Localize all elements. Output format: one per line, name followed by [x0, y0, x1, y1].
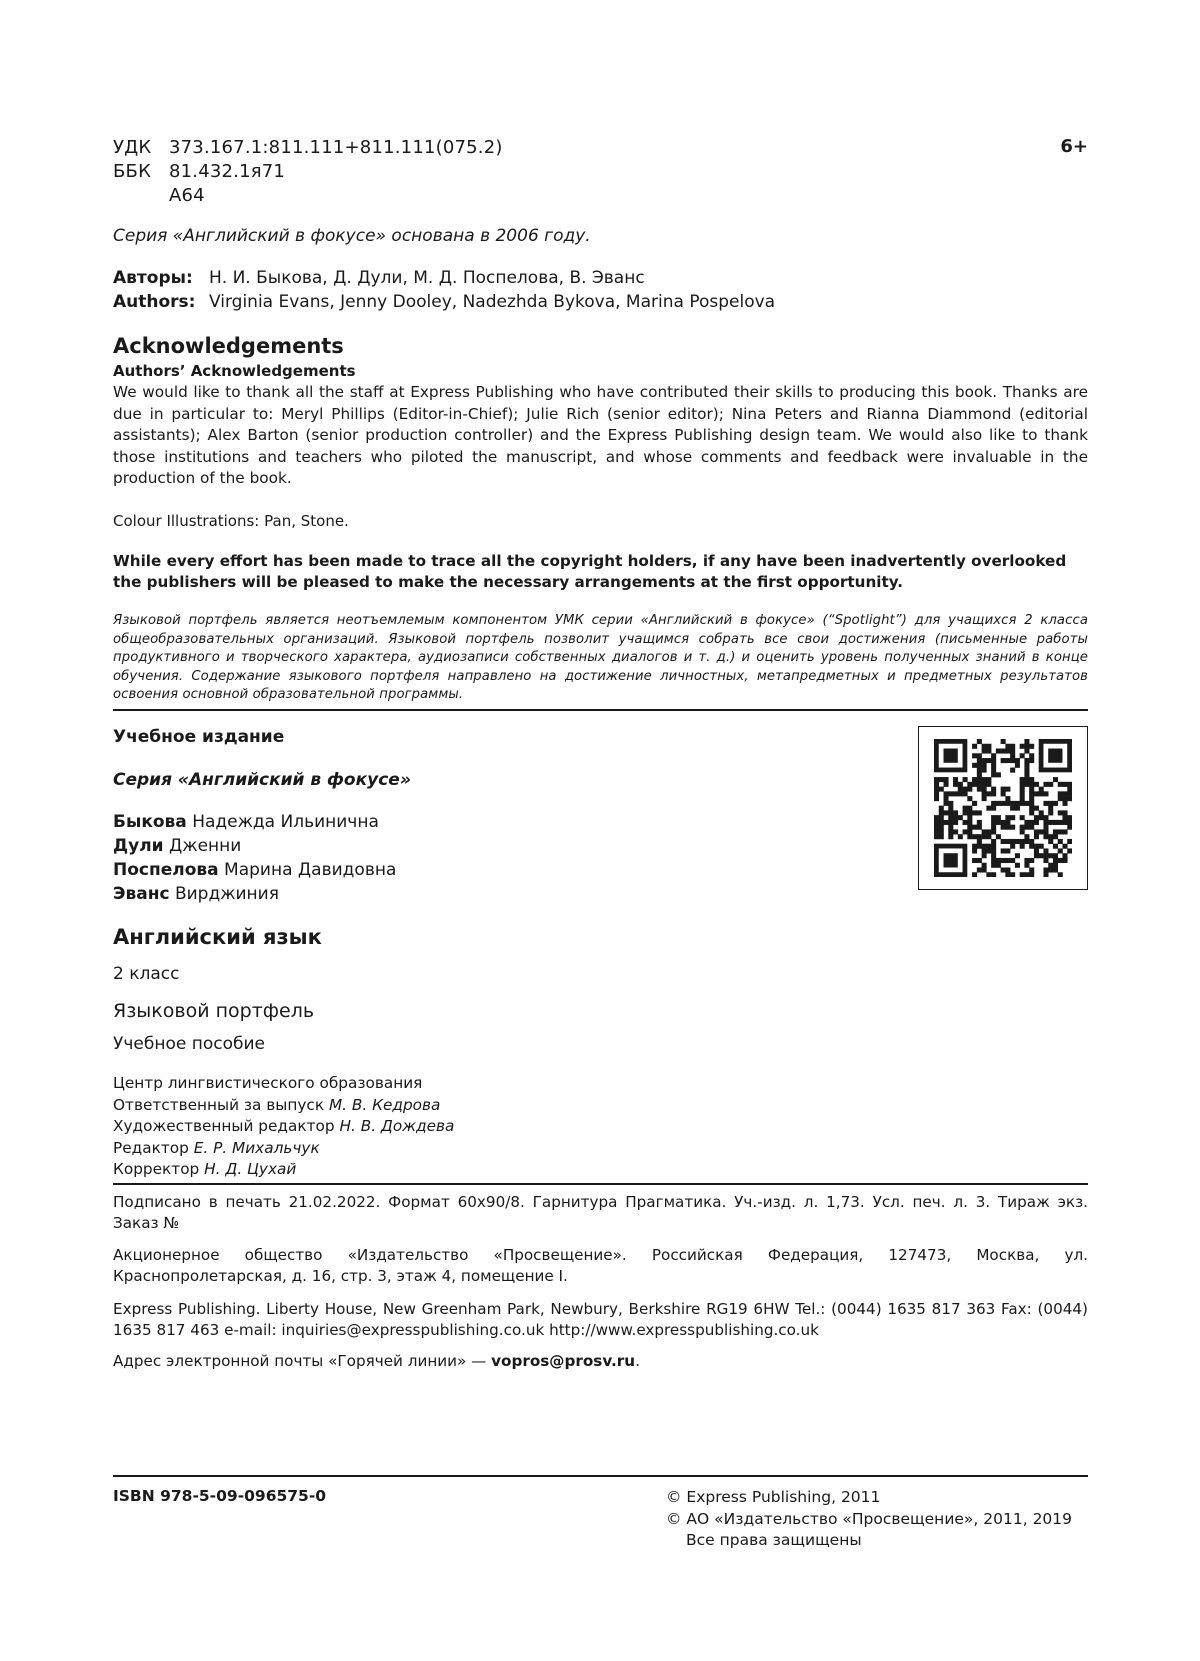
copyright-notice: While every effort has been made to trace all the copyright holders, if any have been inadvertently overlooked the publishers will be pleased to make the necessary arrangements at the first opportunity.	[113, 552, 1067, 591]
book-type: Языковой портфель	[113, 1000, 315, 1022]
copyright-line: © АО «Издательство «Просвещение», 2011, 2019	[666, 1509, 1073, 1528]
copyright-block	[666, 1487, 1072, 1552]
hotline-email: vopros@prosv.ru	[491, 1352, 636, 1370]
acknowledgements-text: We would like to thank all the staff at Express Publishing who have contributed their skills to producing this book. Thanks are due in particular to: Meryl Phillips (Editor-in-Chief); Julie Rich (senior editor); Nina Peters and Rianna Diammond (editorial assistants); Alex Barton (senior production controller) and the Express Publishing design team. We would also like to thank those institutions and teachers who piloted the manuscript, and whose comments and feedback were invaluable in the production of the book.	[113, 383, 1088, 487]
person-row: Поспелова Марина Давидовна	[113, 860, 397, 880]
authors-ru-names: Н. И. Быкова, Д. Дули, М. Д. Поспелова, В. Эванс	[209, 268, 645, 288]
udk-label: УДК	[113, 137, 152, 158]
hotline: Адрес электронной почты «Горячей линии» — vopros@prosv.ru.	[113, 1352, 640, 1370]
series-note: Серия «Английский в фокусе» основана в 2006 году.	[113, 226, 591, 246]
persons-list	[113, 810, 396, 906]
acknowledgements-subheading: Authors’ Acknowledgements	[113, 362, 356, 380]
print-info: Подписано в печать 21.02.2022. Формат 60х90/8. Гарнитура Прагматика. Уч.-изд. л. 1,73. Усл. печ. л. 3. Тираж экз. Заказ №	[113, 1193, 1088, 1233]
staff-center: Центр лингвистического образования	[113, 1074, 423, 1092]
edition-series: Серия «Английский в фокусе»	[113, 770, 411, 790]
acknowledgements-heading: Acknowledgements	[113, 334, 344, 358]
qr-code-icon	[918, 726, 1088, 890]
staff-credits: Центр лингвистического образования Ответственный за выпуск М. В. Кедрова Художественный редактор Н. В. Дождева Редактор Е. Р. Михальчук Корректор Н. Д. Цухай	[113, 1074, 455, 1178]
author-mark: А64	[169, 185, 205, 206]
divider	[113, 1183, 1088, 1185]
person-row: Быкова Надежда Ильинична	[113, 812, 379, 832]
portfolio-description: Языковой портфель является неотъемлемым компонентом УМК серии «Английский в фокусе» (“Spotlight”) для учащихся 2 класса общеобразовательных организаций. Языковой портфель позволит учащимся собрать все свои достижения (письменные работы продуктивного и творческого характера, аудиозаписи собственных диалогов и т. д.) и оценить уровень полученных знаний в конце обучения. Содержание языкового портфеля направлено на достижение личностных, метапредметных и предметных результатов освоения основной образовательной программы.	[113, 613, 1088, 702]
authors-ru-label: Авторы:	[113, 268, 193, 288]
book-title: Английский язык	[113, 925, 322, 949]
authors-en-label: Authors:	[113, 292, 196, 312]
age-rating: 6+	[1060, 136, 1088, 157]
rights-reserved: Все права защищены	[686, 1531, 862, 1549]
isbn: ISBN 978-5-09-096575-0	[113, 1487, 327, 1505]
express-address: Express Publishing. Liberty House, New Greenham Park, Newbury, Berkshire RG19 6HW Tel.: (0044) 1635 817 363 Fax: (0044) 1635 817 463 e-mail: inquiries@expresspublishing.co.uk http://www.expresspublishing.co.uk	[113, 1300, 1088, 1340]
manual-type: Учебное пособие	[113, 1034, 265, 1054]
divider	[113, 1475, 1088, 1477]
bbk-value: 81.432.1я71	[169, 161, 286, 182]
edition-type: Учебное издание	[113, 727, 285, 747]
publisher-address: Акционерное общество «Издательство «Просвещение». Российская Федерация, 127473, Москва, ул. Краснопролетарская, д. 16, стр. 3, этаж 4, помещение I.	[113, 1246, 1088, 1286]
copyright-line: © Express Publishing, 2011	[666, 1488, 881, 1506]
udk-value: 373.167.1:811.111+811.111(075.2)	[169, 137, 503, 158]
illustrations-credit: Colour Illustrations: Pan, Stone.	[113, 512, 349, 530]
grade: 2 класс	[113, 964, 180, 984]
authors-block	[113, 266, 775, 314]
divider	[113, 709, 1088, 711]
classification-codes	[113, 136, 503, 208]
person-row: Эванс Вирджиния	[113, 884, 279, 904]
authors-en-names: Virginia Evans, Jenny Dooley, Nadezhda Bykova, Marina Pospelova	[209, 292, 776, 312]
person-row: Дули Дженни	[113, 836, 242, 856]
bbk-label: ББК	[113, 161, 152, 182]
